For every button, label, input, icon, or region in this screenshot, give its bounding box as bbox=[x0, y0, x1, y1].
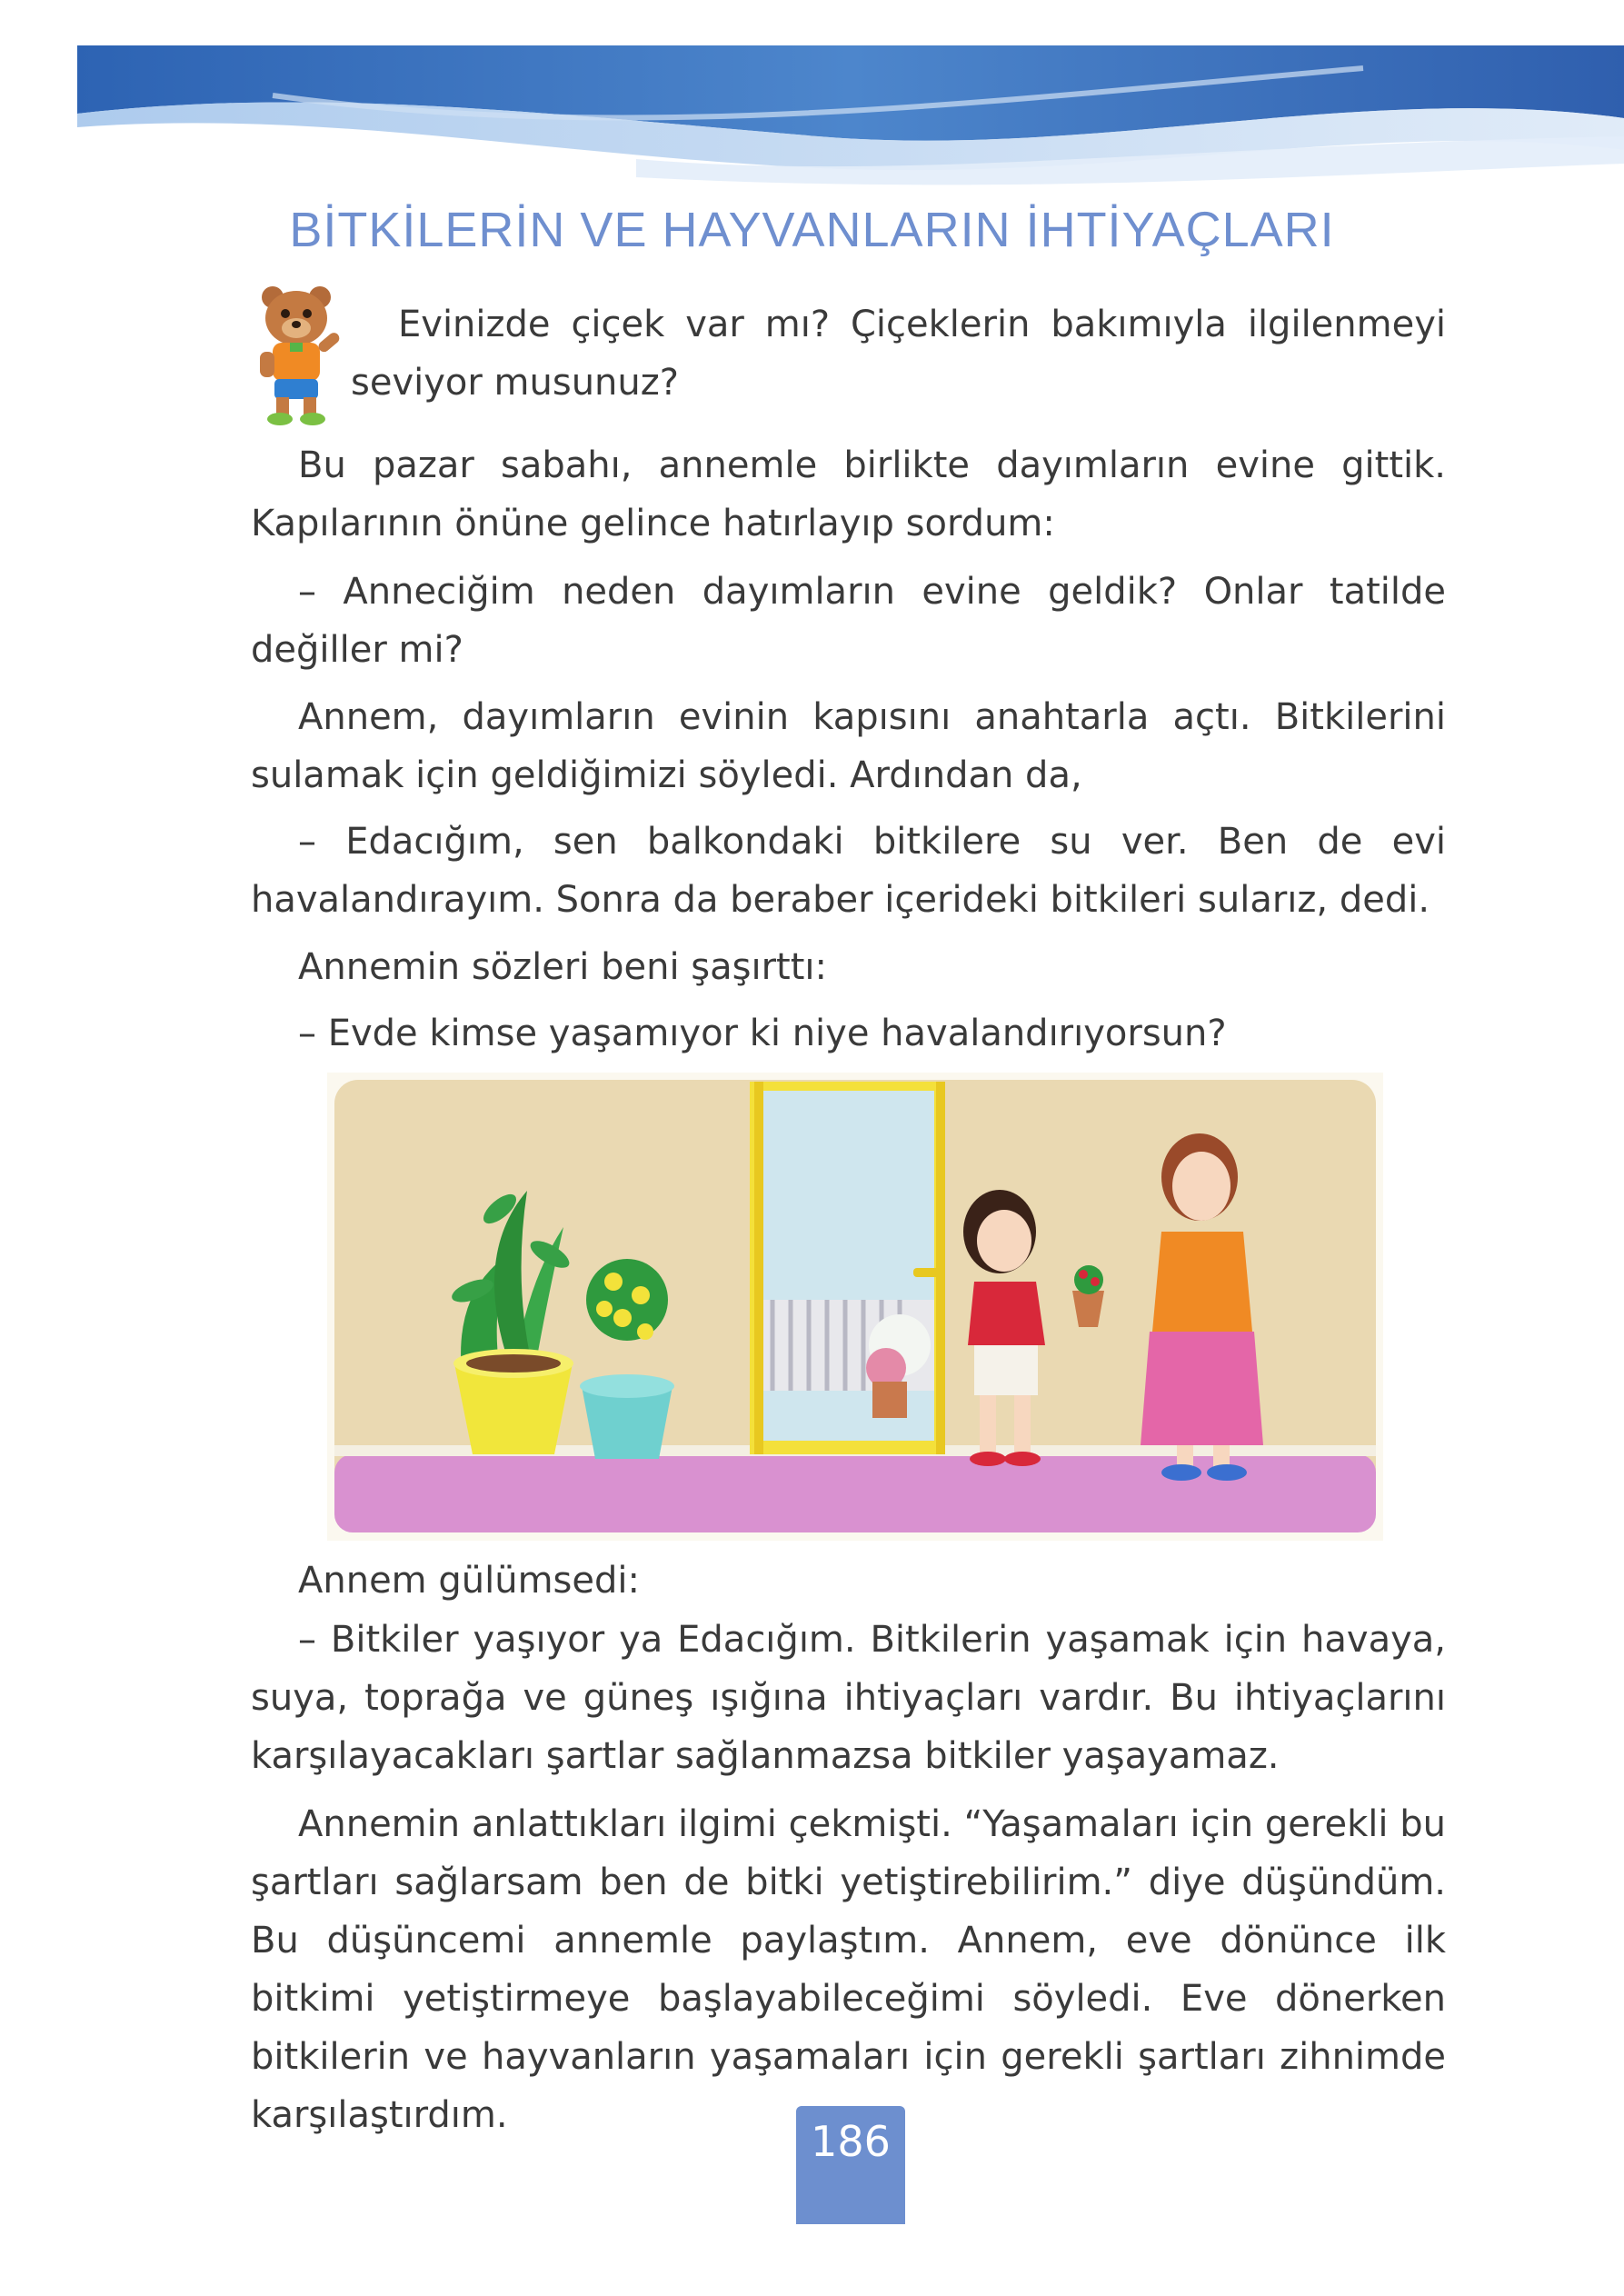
paragraph-2: – Anneciğim neden dayımların evine geldik? Onlar tatilde değiller mi? bbox=[251, 571, 1446, 671]
girl-and-mother-watering-plants-illustration bbox=[327, 1073, 1383, 1541]
paragraph-7: Annem gülümsedi: bbox=[298, 1560, 640, 1602]
intro-question: Evinizde çiçek var mı? Çiçeklerin bakımıyla ilgilenmeyi seviyor musunuz? bbox=[351, 304, 1446, 404]
page-number: 186 bbox=[811, 2117, 891, 2166]
page-title: BİTKİLERİN VE HAYVANLARIN İHTİYAÇLARI bbox=[289, 203, 1335, 257]
bear-mascot-icon bbox=[247, 277, 347, 427]
page-number-box bbox=[796, 2106, 905, 2224]
paragraph-6: – Evde kimse yaşamıyor ki niye havalandırıyorsun? bbox=[298, 1013, 1227, 1054]
paragraph-8: – Bitkiler yaşıyor ya Edacığım. Bitkilerin yaşamak için havaya, suya, toprağa ve güneş ışığına ihtiyaçları vardır. Bu ihtiyaçlarını karşılayacakları şartlar sağlanmazsa bitkiler yaşayamaz. bbox=[251, 1619, 1446, 1777]
header-wave-decoration bbox=[0, 0, 1624, 209]
paragraph-9: Annemin anlattıkları ilgimi çekmişti. “Yaşamaları için gerekli bu şartları sağlarsam ben de bitki yetiştirebilirim.” diye düşündüm. Bu düşüncemi annemle paylaştım. Annem, eve dönünce ilk bitkimi yetiştirmeye başlayabileceğimi söyledi. Eve dönerken bitkilerin ve hayvanların yaşamaları için gerekli şartları zihnimde karşılaştırdım. bbox=[251, 1803, 1446, 2136]
paragraph-1: Bu pazar sabahı, annemle birlikte dayımların evine gittik. Kapılarının önüne gelince hatırlayıp sordum: bbox=[251, 444, 1446, 544]
paragraph-4: – Edacığım, sen balkondaki bitkilere su ver. Ben de evi havalandırayım. Sonra da beraber içerideki bitkileri sularız, dedi. bbox=[251, 821, 1446, 921]
paragraph-3: Annem, dayımların evinin kapısını anahtarla açtı. Bitkilerini sulamak için geldiğimizi söyledi. Ardından da, bbox=[251, 696, 1446, 796]
paragraph-5: Annemin sözleri beni şaşırttı: bbox=[298, 946, 828, 988]
